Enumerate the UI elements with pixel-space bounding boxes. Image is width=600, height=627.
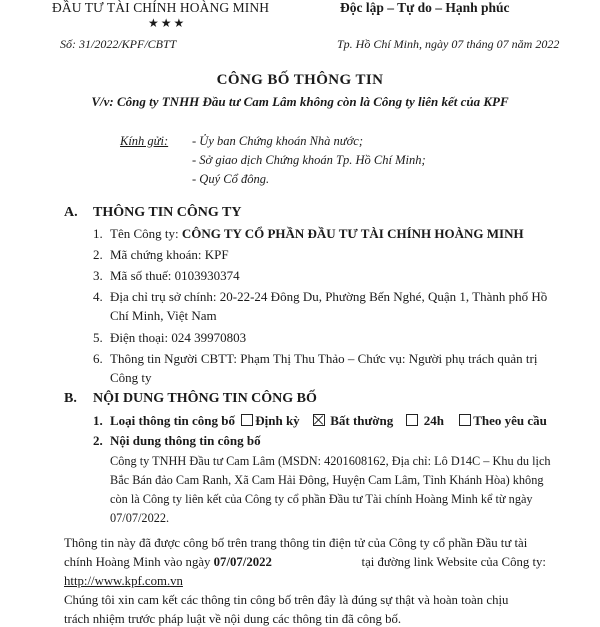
section-a-heading: THÔNG TIN CÔNG TY [93, 205, 242, 220]
disclosure-content-line: 07/07/2022. [110, 511, 170, 525]
disclosure-content-line: Bắc Bán đảo Cam Ranh, Xã Cam Hải Đông, Huyện Cam Lâm, Tỉnh Khánh Hòa) không [110, 473, 544, 487]
disclosure-content-line: Công ty TNHH Đầu tư Cam Lâm (MSDN: 4201608162, Địa chỉ: Lô D14C – Khu du lịch [110, 454, 551, 468]
checkbox-icon [406, 414, 418, 426]
document-number: Số: 31/2022/KPF/CBTT [60, 37, 177, 51]
disclosure-content-line: còn là Công ty liên kết của Công ty cổ phần Đầu tư Tài chính Hoàng Minh kể từ ngày [110, 492, 533, 506]
organization-name: ĐẦU TƯ TÀI CHÍNH HOÀNG MINH [52, 0, 270, 15]
checkbox-icon [241, 414, 253, 426]
national-motto: Độc lập – Tự do – Hạnh phúc [340, 0, 510, 15]
item-number: 2. [93, 433, 103, 448]
checkbox-icon [459, 414, 471, 426]
address-line-1: Địa chỉ trụ sở chính: 20-22-24 Đông Du, Phường Bến Nghé, Quận 1, Thành phố Hồ [110, 289, 548, 304]
item-number: 1. [93, 413, 103, 428]
company-name-row [110, 226, 524, 242]
option-periodic: Định kỳ [241, 413, 299, 428]
item-number: 4. [93, 289, 103, 304]
company-name-value: CÔNG TY CỔ PHẦN ĐẦU TƯ TÀI CHÍNH HOÀNG MINH [181, 226, 524, 241]
section-b-heading: NỘI DUNG THÔNG TIN CÔNG BỐ [93, 391, 317, 406]
option-on-request: Theo yêu cầu [459, 413, 547, 428]
closing-line-4: Chúng tôi xin cam kết các thông tin công bố trên đây là đúng sự thật và hoàn toàn chịu [64, 593, 509, 607]
closing-line-2-end: tại đường link Website của Công ty: [361, 555, 546, 569]
disclosure-type-label: Loại thông tin công bố [110, 413, 235, 428]
closing-line-1: Thông tin này đã được công bố trên trang thông tin điện tử của Công ty cổ phần Đầu tư tài [64, 536, 528, 550]
item-number: 1. [93, 226, 103, 241]
closing-line-5: trách nhiệm trước pháp luật về nội dung các thông tin đã công bố. [64, 612, 402, 626]
item-number: 6. [93, 351, 103, 366]
recipient-item: - Quý Cổ đông. [192, 172, 270, 186]
document-title: CÔNG BỐ THÔNG TIN [216, 72, 384, 88]
section-b-marker: B. [64, 391, 77, 406]
date-line: Tp. Hồ Chí Minh, ngày 07 tháng 07 năm 2022 [337, 37, 560, 51]
disclosure-person-line-2: Công ty [110, 370, 152, 385]
disclosure-type-row [110, 413, 547, 429]
phone-number: Điện thoại: 024 39970803 [110, 330, 247, 345]
recipient-item: - Ủy ban Chứng khoán Nhà nước; [192, 134, 363, 148]
website-link[interactable]: http://www.kpf.com.vn [64, 574, 183, 588]
checked-box-icon [313, 414, 325, 426]
recipients-label: Kính gửi: [120, 134, 169, 148]
published-date: 07/07/2022 [213, 555, 272, 569]
closing-line-2 [64, 555, 546, 570]
disclosure-content-label: Nội dung thông tin công bố [110, 433, 261, 448]
disclosure-person-line-1: Thông tin Người CBTT: Phạm Thị Thu Thảo – Chức vụ: Người phụ trách quản trị [110, 351, 538, 366]
document-subject: V/v: Công ty TNHH Đầu tư Cam Lâm không còn là Công ty liên kết của KPF [91, 94, 509, 109]
item-number: 2. [93, 247, 103, 262]
section-a-marker: A. [64, 205, 78, 220]
tax-code: Mã số thuế: 0103930374 [110, 268, 240, 283]
address-line-2: Chí Minh, Việt Nam [110, 308, 217, 323]
company-name-label: Tên Công ty: [110, 226, 182, 241]
option-irregular: Bất thường [313, 413, 393, 428]
closing-line-2-start: chính Hoàng Minh vào ngày 07/07/2022 [64, 555, 272, 569]
item-number: 5. [93, 330, 103, 345]
stars-ornament: ★★★ [148, 16, 187, 30]
item-number: 3. [93, 268, 103, 283]
stock-code: Mã chứng khoán: KPF [110, 247, 229, 262]
option-24h: 24h [406, 413, 443, 428]
recipient-item: - Sở giao dịch Chứng khoán Tp. Hồ Chí Minh; [192, 153, 426, 167]
